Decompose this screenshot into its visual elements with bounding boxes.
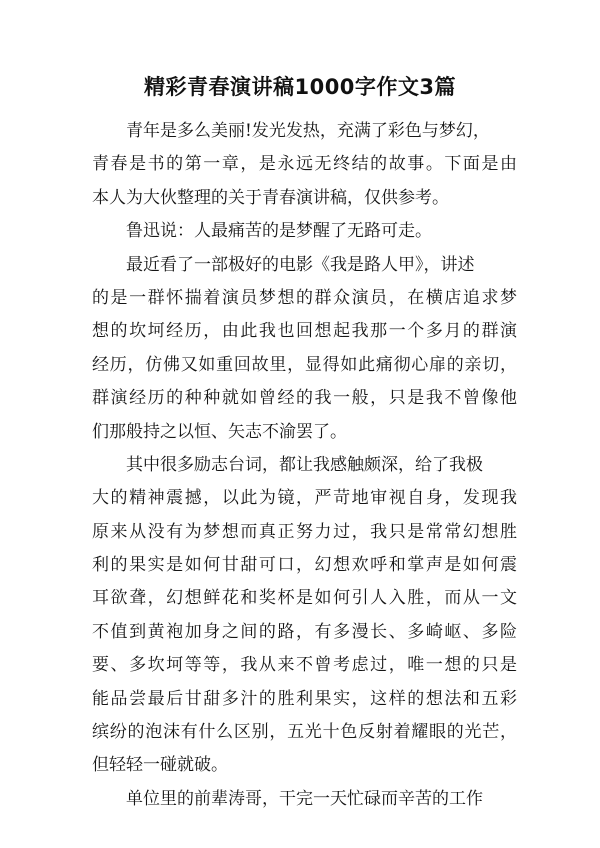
paragraph-line: 本人为大伙整理的关于青春演讲稿，仅供参考。 <box>92 187 449 208</box>
paragraph-line: 青年是多么美丽!发光发热，充满了彩色与梦幻， <box>126 121 490 141</box>
paragraph-line: 大的精神震撼，以此为镜，严苛地审视自身，发现我 <box>92 488 517 509</box>
paragraph-line: 耳欲聋，幻想鲜花和奖杯是如何引人入胜，而从一文 <box>92 588 517 609</box>
paragraph-line: 青春是书的第一章，是永远无终结的故事。下面是由 <box>92 154 517 175</box>
paragraph-line: 最近看了一部极好的电影《我是路人甲》，讲述 <box>126 254 475 275</box>
paragraph-line: 要、多坎坷等等，我从来不曾考虑过，唯一想的只是 <box>92 655 517 676</box>
paragraph-line: 能品尝最后甘甜多汁的胜利果实，这样的想法和五彩 <box>92 688 517 709</box>
paragraph-line: 们那般持之以恒、矢志不渝罢了。 <box>92 421 347 442</box>
paragraph-line: 缤纷的泡沫有什么区别，五光十色反射着耀眼的光芒， <box>92 722 517 743</box>
paragraph-line: 原来从没有为梦想而真正努力过，我只是常常幻想胜 <box>92 521 517 542</box>
paragraph-line: 但轻轻一碰就破。 <box>92 755 228 776</box>
paragraph-line: 单位里的前辈涛哥，干完一天忙碌而辛苦的工作 <box>126 788 483 809</box>
paragraph-line: 其中很多励志台词，都让我感触颇深，给了我极 <box>126 454 483 475</box>
paragraph-line: 经历，仿佛又如重回故里，显得如此痛彻心扉的亲切， <box>92 354 517 375</box>
document-title: 精彩青春演讲稿1000字作文3篇 <box>143 75 457 99</box>
paragraph-line: 利的果实是如何甘甜可口，幻想欢呼和掌声是如何震 <box>92 555 517 576</box>
document-body <box>92 115 517 816</box>
paragraph-line: 鲁迅说：人最痛苦的是梦醒了无路可走。 <box>126 221 432 242</box>
paragraph-line: 不值到黄袍加身之间的路，有多漫长、多崎岖、多险 <box>92 621 517 642</box>
paragraph-line: 想的坎坷经历，由此我也回想起我那一个多月的群演 <box>92 321 517 342</box>
paragraph-line: 群演经历的种种就如曾经的我一般，只是我不曾像他 <box>92 388 517 409</box>
paragraph-line: 的是一群怀揣着演员梦想的群众演员，在横店追求梦 <box>92 287 517 308</box>
